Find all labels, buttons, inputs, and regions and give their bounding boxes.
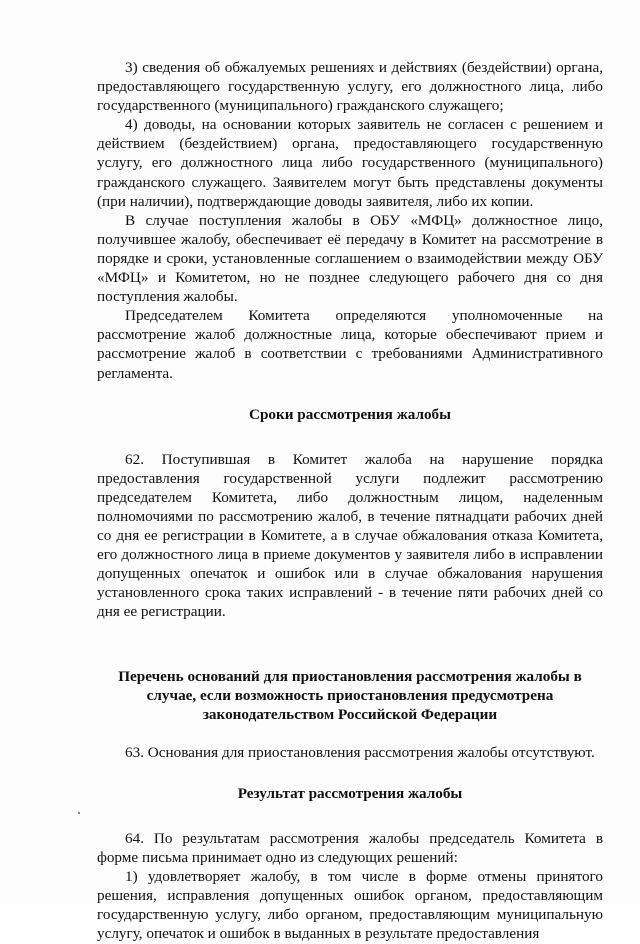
- document-body: [97, 58, 603, 944]
- spacer: [97, 803, 603, 829]
- heading-terms: Сроки рассмотрения жалобы: [248, 405, 452, 423]
- spacer: [97, 648, 603, 667]
- spacer: [97, 762, 603, 784]
- paragraph-authorized-persons: Председателем Комитета определяются уполномоченные на рассмотрение жалоб должностные лица, которые обеспечивают прием и рассмотрение жалоб в соответствии с требованиями Административного регламента.: [97, 307, 603, 382]
- scan-speck: [78, 812, 80, 814]
- heading-result: Результат рассмотрения жалобы: [237, 784, 463, 802]
- spacer: [97, 724, 603, 743]
- paragraph-mfc-transfer: В случае поступления жалобы в ОБУ «МФЦ» должностное лицо, получившее жалобу, обеспечивает её передачу в Комитет на рассмотрение в порядке и сроки, установленные соглашением о взаимодействии между ОБУ «МФЦ» и Комитетом, но не позднее следующего рабочего дня со дня поступления жалобы.: [97, 211, 603, 306]
- paragraph-64-item-1: 1) удовлетворяет жалобу, в том числе в форме отмены принятого решения, исправления допущенных ошибок органом, предоставляющим государственную услугу, либо органом, предоставляющим муниципальную услугу, опечаток и ошибок в выданных в результате предоставления: [97, 868, 603, 943]
- spacer: [97, 383, 603, 405]
- spacer: [97, 622, 603, 648]
- heading-suspension: Перечень оснований для приостановления рассмотрения жалобы в случае, если возможность приостановления предусмотрена законодательством Российской Федерации: [118, 667, 582, 723]
- paragraph-item-3: 3) сведения об обжалуемых решениях и действиях (бездействии) органа, предоставляющего государственную услугу, его должностного лица, либо государственного (муниципального) гражданского служащего;: [97, 59, 603, 115]
- paragraph-64: 64. По результатам рассмотрения жалобы председатель Комитета в форме письма принимает одно из следующих решений:: [97, 830, 603, 867]
- paragraph-item-4: 4) доводы, на основании которых заявитель не согласен с решением и действием (бездействием) органа, предоставляющего государственную услугу, его должностного лица либо государственного (муниципального) гражданского служащего. Заявителем могут быть представлены документы (при наличии), подтверждающие доводы заявителя, либо их копии.: [97, 116, 603, 210]
- paragraph-62: 62. Поступившая в Комитет жалоба на нарушение порядка предоставления государственной услуги подлежит рассмотрению председателем Комитета, либо должностным лицом, наделенным полномочиями по рассмотрению жалоб, в течение пятнадцати рабочих дней со дня ее регистрации в Комитете, а в случае обжалования отказа Комитета, его должностного лица в приеме документов у заявителя либо в исправлении допущенных опечаток и ошибок или в случае обжалования нарушения установленного срока таких исправлений - в течение пяти рабочих дней со дня ее регистрации.: [97, 450, 603, 621]
- paragraph-63: 63. Основания для приостановления рассмотрения жалобы отсутствуют.: [125, 743, 595, 761]
- spacer: [97, 424, 603, 450]
